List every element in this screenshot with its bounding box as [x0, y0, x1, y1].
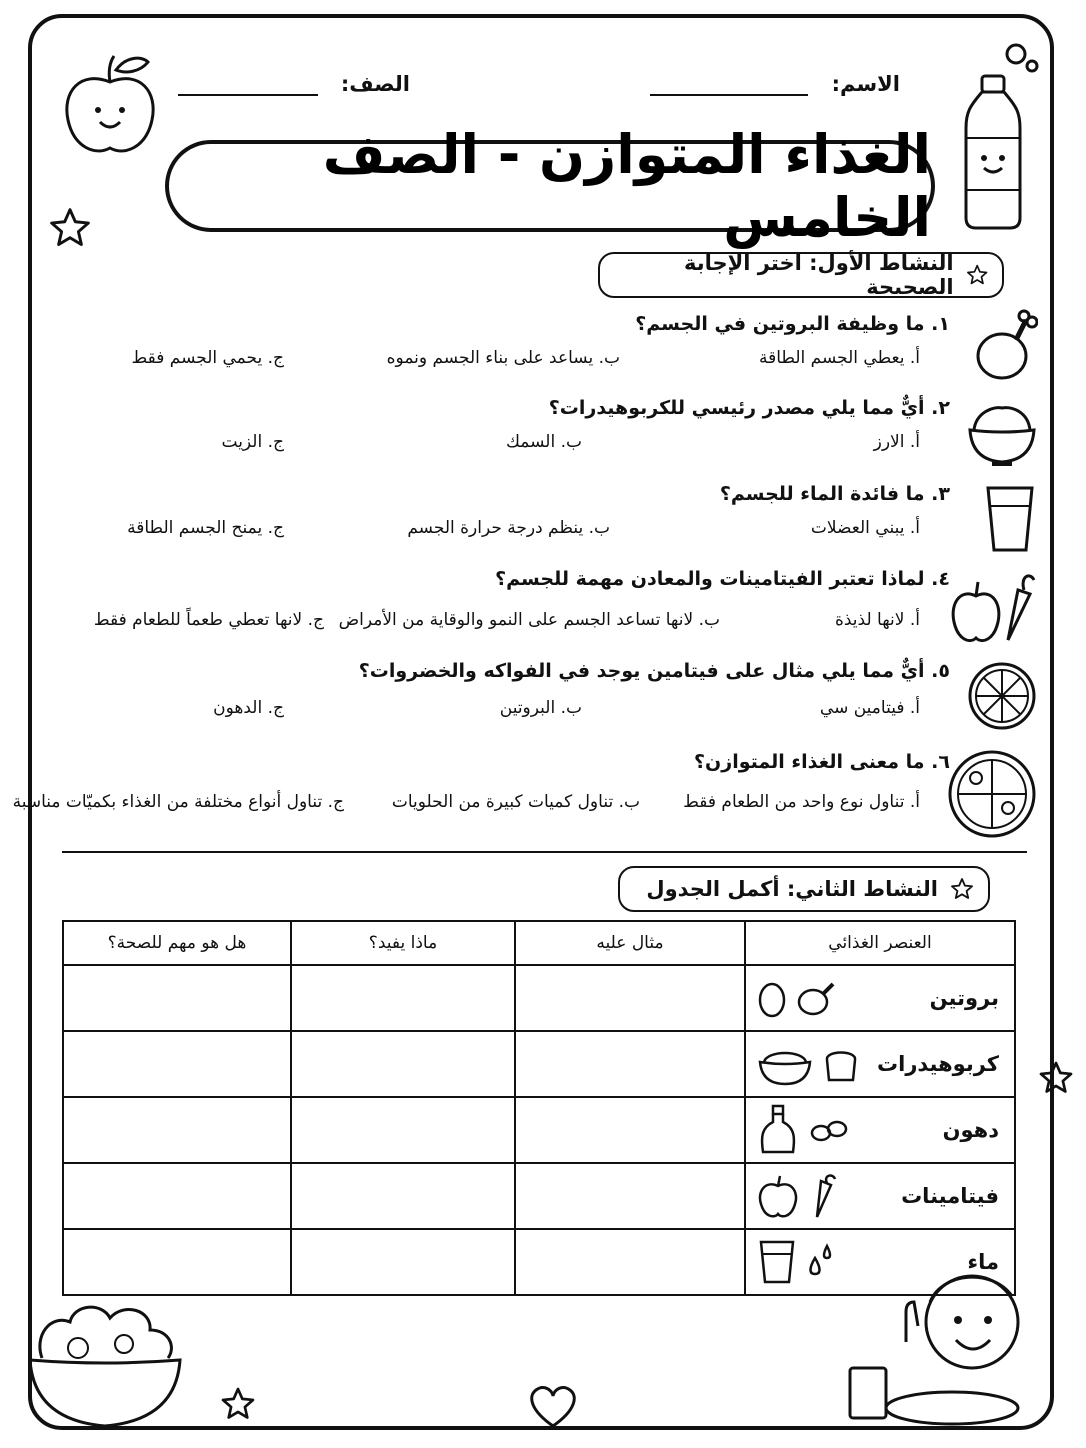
nutrient-cell [745, 1229, 1015, 1295]
water-glass-icon [757, 1238, 797, 1286]
importance-cell[interactable] [63, 965, 291, 1031]
question-1: ١. ما وظيفة البروتين في الجسم؟ [635, 313, 950, 335]
star-icon [966, 263, 988, 287]
question-3: ٣. ما فائدة الماء للجسم؟ [719, 483, 950, 505]
importance-cell[interactable] [63, 1031, 291, 1097]
importance-cell[interactable] [63, 1163, 291, 1229]
heart-icon [526, 1384, 580, 1430]
bread-icon [821, 1044, 861, 1084]
option-b[interactable]: ب. تناول كميات كبيرة من الحلويات [391, 792, 640, 812]
column-header: مثال عليه [515, 921, 745, 965]
option-c[interactable]: ج. يحمي الجسم فقط [131, 348, 284, 368]
option-b[interactable]: ب. لانها تساعد الجسم على النمو والوقاية من الأمراض [338, 610, 720, 630]
question-4: ٤. لماذا تعتبر الفيتامينات والمعادن مهمة للجسم؟ [495, 568, 950, 590]
page-title: الغذاء المتوازن - الصف الخامس [322, 123, 931, 249]
benefit-cell[interactable] [291, 1097, 515, 1163]
importance-cell[interactable] [63, 1097, 291, 1163]
name-line[interactable] [650, 94, 808, 96]
nutrient-name: بروتين [929, 986, 999, 1010]
student-class-field[interactable] [178, 72, 411, 96]
example-cell[interactable] [515, 1031, 745, 1097]
orange-slice-icon [966, 660, 1038, 736]
example-cell[interactable] [515, 1229, 745, 1295]
benefit-cell[interactable] [291, 1031, 515, 1097]
option-a[interactable]: أ. يبني العضلات [810, 518, 920, 538]
rice-bowl-icon [757, 1042, 813, 1086]
chicken-leg-icon [972, 306, 1038, 390]
class-label: الصف: [340, 72, 410, 96]
option-c[interactable]: ج. الزيت [221, 432, 284, 452]
option-a[interactable]: أ. لانها لذيذة [834, 610, 920, 630]
option-c[interactable]: ج. لانها تعطي طعماً للطعام فقط [93, 610, 324, 630]
carrot-icon [807, 1173, 837, 1219]
nutrient-name: ماء [967, 1250, 999, 1274]
option-c[interactable]: ج. الدهون [213, 698, 284, 718]
question-2: ٢. أيٌّ مما يلي مصدر رئيسي للكربوهيدرات؟ [548, 397, 950, 419]
nutrient-cell [745, 1031, 1015, 1097]
activity2-header [618, 866, 990, 912]
example-cell[interactable] [515, 1097, 745, 1163]
option-a[interactable]: أ. الارز [873, 432, 920, 452]
option-a[interactable]: أ. فيتامين سي [819, 698, 920, 718]
nutrients-table [62, 920, 1016, 1296]
table-row [63, 1031, 1015, 1097]
benefit-cell[interactable] [291, 1229, 515, 1295]
column-header: ماذا يفيد؟ [291, 921, 515, 965]
egg-icon [757, 978, 787, 1018]
title-banner [165, 123, 935, 249]
salad-bowl-icon [20, 1296, 190, 1436]
nutrient-cell [745, 1163, 1015, 1229]
class-line[interactable] [178, 94, 318, 96]
rice-bowl-icon [966, 396, 1038, 472]
apple-icon [757, 1174, 799, 1218]
table-header-row [63, 921, 1015, 965]
table-row [63, 965, 1015, 1031]
option-c[interactable]: ج. تناول أنواع مختلفة من الغذاء بكميّات مناسبة [12, 792, 344, 812]
star-icon [220, 1386, 256, 1422]
star-icon [1038, 1060, 1074, 1096]
option-b[interactable]: ب. السمك [505, 432, 582, 452]
activity2-title: النشاط الثاني: أكمل الجدول [646, 877, 938, 901]
option-a[interactable]: أ. تناول نوع واحد من الطعام فقط [683, 792, 920, 812]
option-c[interactable]: ج. يمنح الجسم الطاقة [127, 518, 284, 538]
water-drops-icon [805, 1242, 835, 1282]
balanced-plate-icon [946, 748, 1038, 844]
option-b[interactable]: ب. البروتين [499, 698, 582, 718]
oil-bottle-icon [757, 1104, 801, 1156]
apple-carrot-icon [948, 570, 1038, 650]
nuts-icon [809, 1115, 849, 1145]
example-cell[interactable] [515, 965, 745, 1031]
bubbles-icon [1000, 40, 1040, 76]
section-divider [62, 851, 1027, 853]
benefit-cell[interactable] [291, 1163, 515, 1229]
question-6: ٦. ما معنى الغذاء المتوازن؟ [694, 751, 950, 773]
nutrient-cell [745, 1097, 1015, 1163]
benefit-cell[interactable] [291, 965, 515, 1031]
option-b[interactable]: ب. يساعد على بناء الجسم ونموه [386, 348, 620, 368]
importance-cell[interactable] [63, 1229, 291, 1295]
option-b[interactable]: ب. ينظم درجة حرارة الجسم [407, 518, 610, 538]
activity1-title: النشاط الأول: اختر الإجابة الصحيحة [684, 251, 954, 299]
activity1-header [598, 252, 1004, 298]
nutrient-name: كربوهيدرات [877, 1052, 999, 1076]
star-icon [48, 206, 92, 250]
water-glass-icon [982, 484, 1038, 558]
water-bottle-mascot-icon [960, 72, 1026, 232]
example-cell[interactable] [515, 1163, 745, 1229]
name-label: الاسم: [831, 72, 900, 96]
table-row [63, 1097, 1015, 1163]
nutrient-cell [745, 965, 1015, 1031]
nutrient-name: فيتامينات [901, 1184, 999, 1208]
apple-mascot-icon [60, 52, 160, 162]
star-icon [950, 877, 974, 901]
column-header: العنصر الغذائي [745, 921, 1015, 965]
column-header: هل هو مهم للصحة؟ [63, 921, 291, 965]
question-5: ٥. أيٌّ مما يلي مثال على فيتامين يوجد في الفواكه والخضروات؟ [358, 660, 950, 682]
student-name-field[interactable] [650, 72, 900, 96]
nutrient-name: دهون [942, 1118, 999, 1142]
table-row [63, 1229, 1015, 1295]
chicken-leg-icon [795, 978, 839, 1018]
table-row [63, 1163, 1015, 1229]
option-a[interactable]: أ. يعطي الجسم الطاقة [758, 348, 920, 368]
